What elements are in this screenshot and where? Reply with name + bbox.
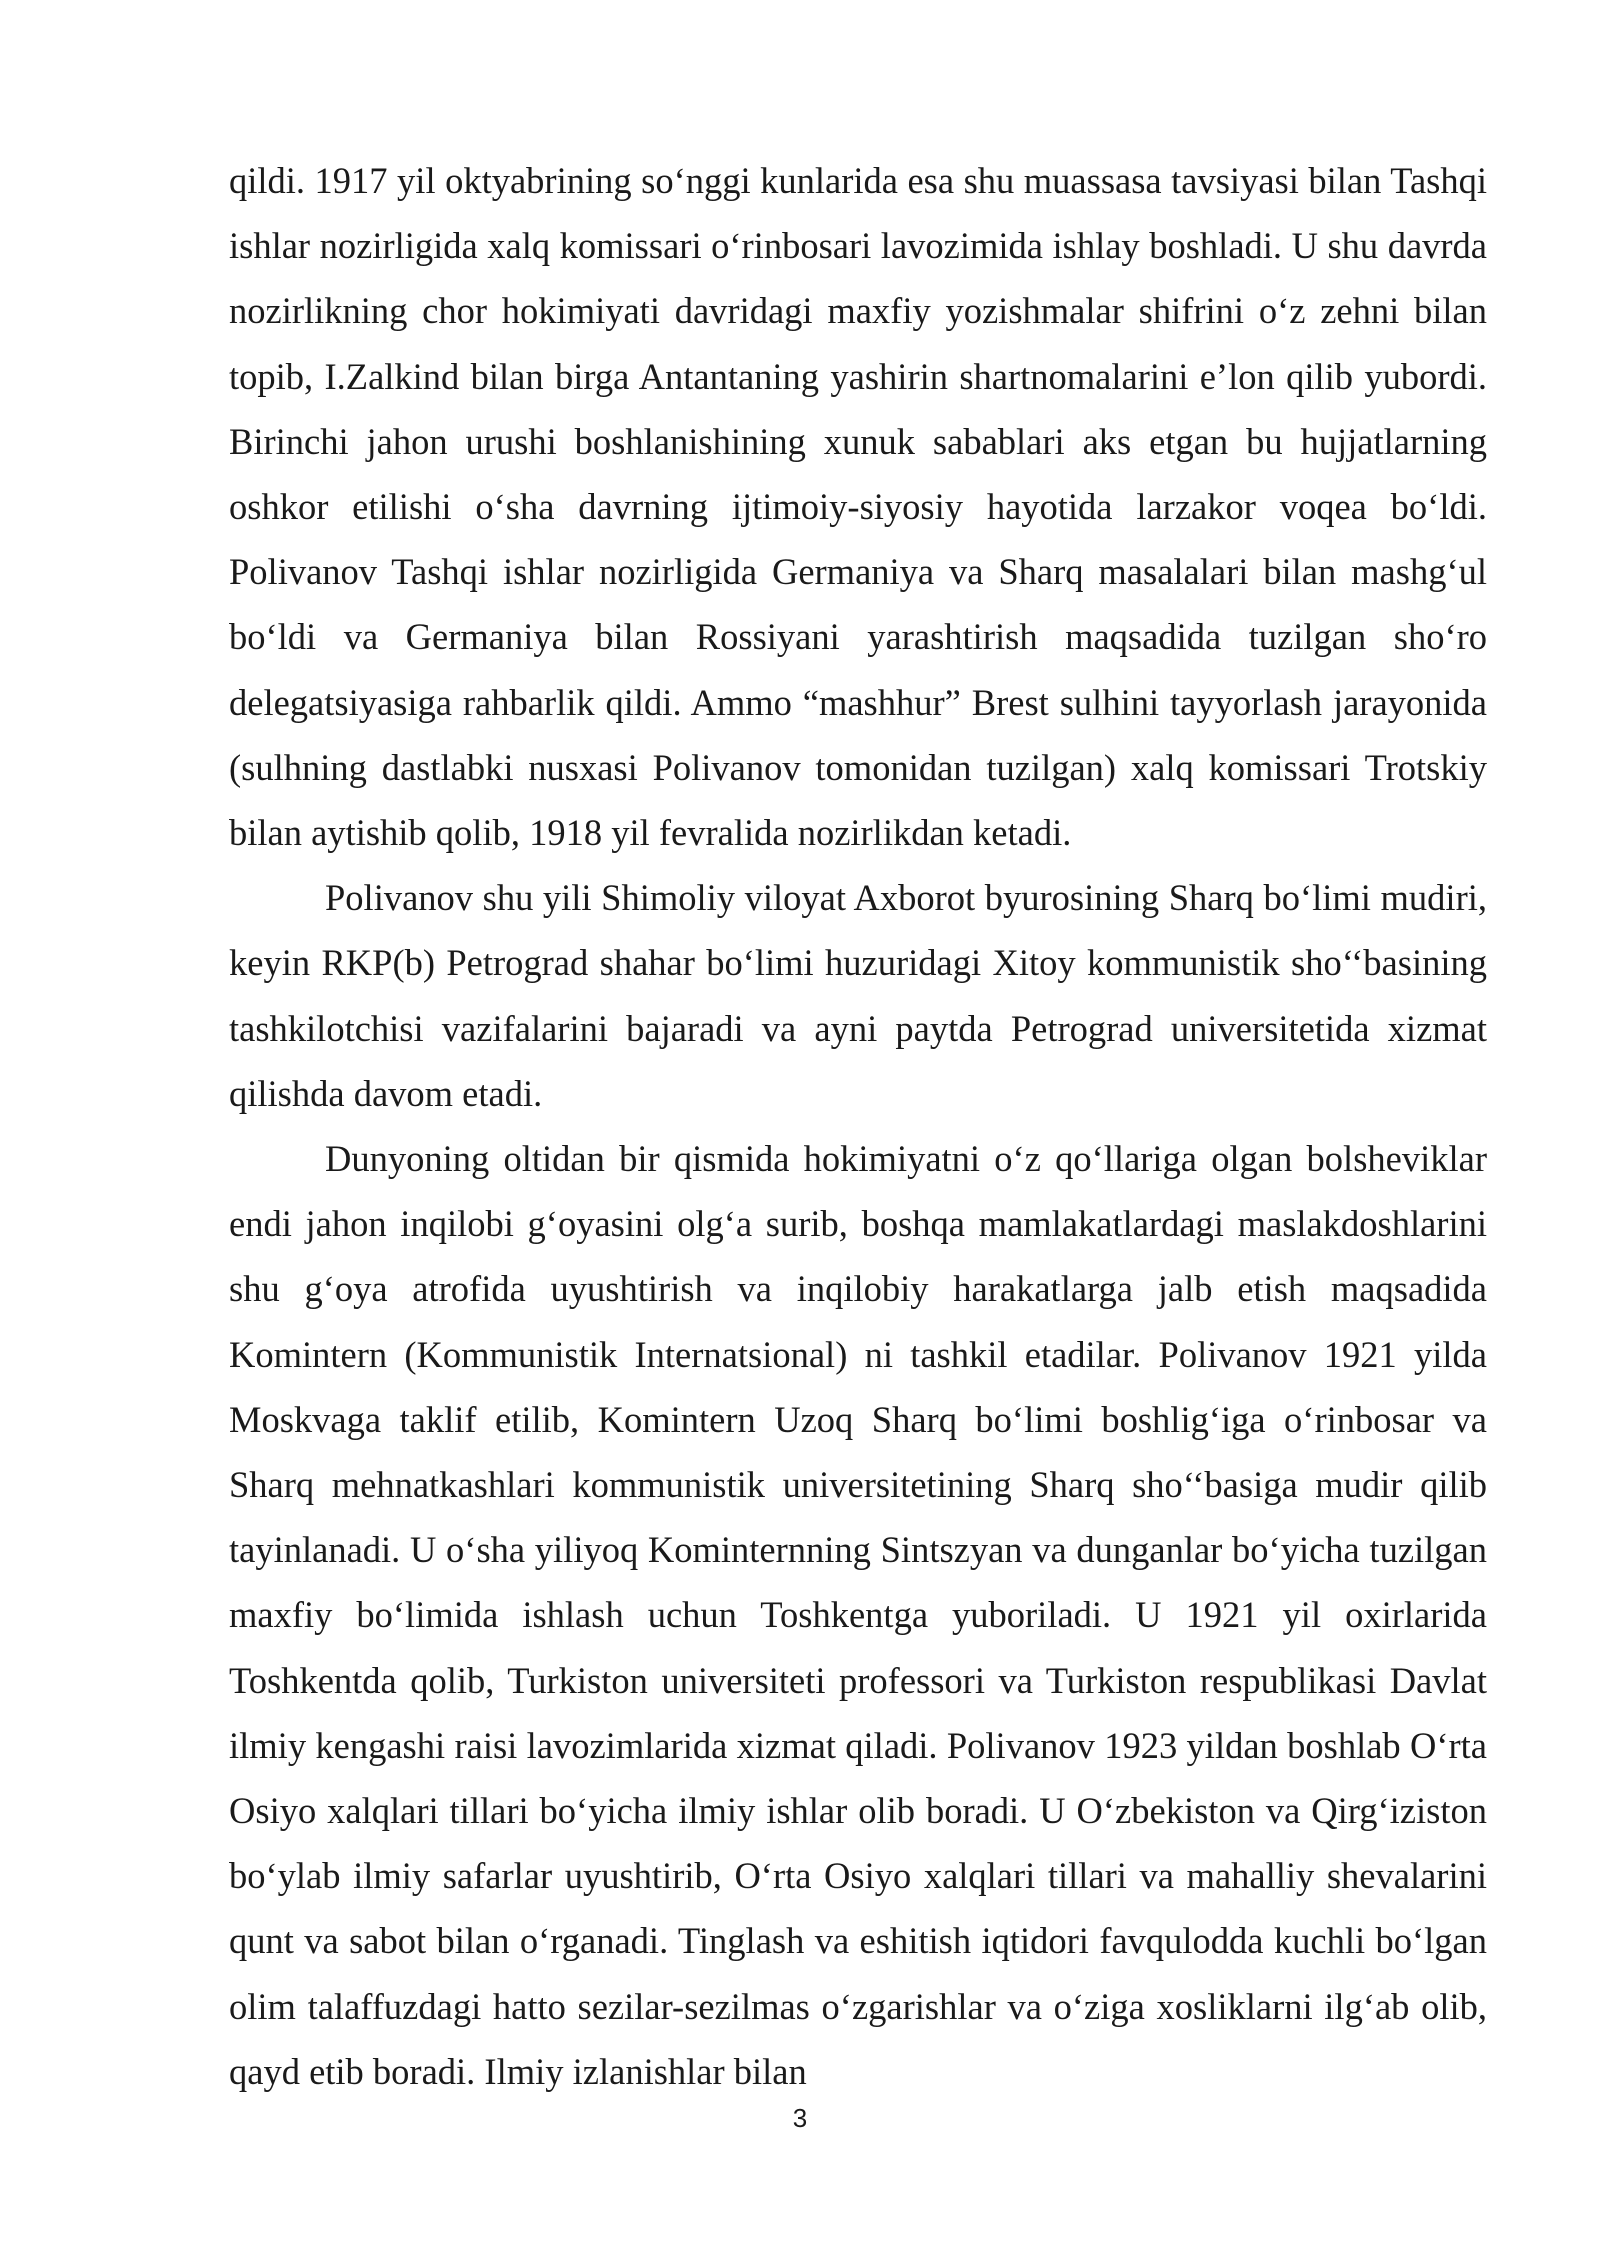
- page-number: 3: [792, 2103, 808, 2133]
- document-body: [229, 148, 1487, 2104]
- paragraph-2: Polivanov shu yili Shimoliy viloyat Axborot byurosining Sharq bo‘limi mudiri, keyin RKP(b) Petrograd shahar bo‘limi huzuridagi Xitoy kommunistik sho‘‘basining tashkilotchisi vazifalarini bajaradi va ayni paytda Petrograd universitetida xizmat qilishda davom etadi.: [229, 877, 1487, 1114]
- paragraph-1: qildi. 1917 yil oktyabrining so‘nggi kunlarida esa shu muassasa tavsiyasi bilan Tashqi ishlar nozirligida xalq komissari o‘rinbosari lavozimida ishlay boshladi. U shu davrda nozirlikning chor hokimiyati davridagi maxfiy yozishmalar shifrini o‘z zehni bilan topib, I.Zalkind bilan birga Antantaning yashirin shartnomalarini e’lon qilib yubordi. Birinchi jahon urushi boshlanishining xunuk sabablari aks etgan bu hujjatlarning oshkor etilishi o‘sha davrning ijtimoiy-siyosiy hayotida larzakor voqea bo‘ldi. Polivanov Tashqi ishlar nozirligida Germaniya va Sharq masalalari bilan mashg‘ul bo‘ldi va Germaniya bilan Rossiyani yarashtirish maqsadida tuzilgan sho‘ro delegatsiyasiga rahbarlik qildi. Ammo “mashhur” Brest sulhini tayyorlash jarayonida (sulhning dastlabki nusxasi Polivanov tomonidan tuzilgan) xalq komissari Trotskiy bilan aytishib qolib, 1918 yil fevralida nozirlikdan ketadi.: [229, 160, 1487, 854]
- paragraph-3: Dunyoning oltidan bir qismida hokimiyatni o‘z qo‘llariga olgan bolsheviklar endi jahon inqilobi g‘oyasini olg‘a surib, boshqa mamlakatlardagi maslakdoshlarini shu g‘oya atrofida uyushtirish va inqilobiy harakatlarga jalb etish maqsadida Komintern (Kommunistik Internatsional) ni tashkil etadilar. Polivanov 1921 yilda Moskvaga taklif etilib, Komintern Uzoq Sharq bo‘limi boshlig‘iga o‘rinbosar va Sharq mehnatkashlari kommunistik universitetining Sharq sho‘‘basiga mudir qilib tayinlanadi. U o‘sha yiliyoq Kominternning Sintszyan va dunganlar bo‘yicha tuzilgan maxfiy bo‘limida ishlash uchun Toshkentga yuboriladi. U 1921 yil oxirlarida Toshkentda qolib, Turkiston universiteti professori va Turkiston respublikasi Davlat ilmiy kengashi raisi lavozimlarida xizmat qiladi. Polivanov 1923 yildan boshlab O‘rta Osiyo xalqlari tillari bo‘yicha ilmiy ishlar olib boradi. U O‘zbekiston va Qirg‘iziston bo‘ylab ilmiy safarlar uyushtirib, O‘rta Osiyo xalqlari tillari va mahalliy shevalarini qunt va sabot bilan o‘rganadi. Tinglash va eshitish iqtidori favqulodda kuchli bo‘lgan olim talaffuzdagi hatto sezilar-sezilmas o‘zgarishlar va o‘ziga xosliklarni ilg‘ab olib, qayd etib boradi. Ilmiy izlanishlar bilan: [229, 1138, 1487, 2092]
